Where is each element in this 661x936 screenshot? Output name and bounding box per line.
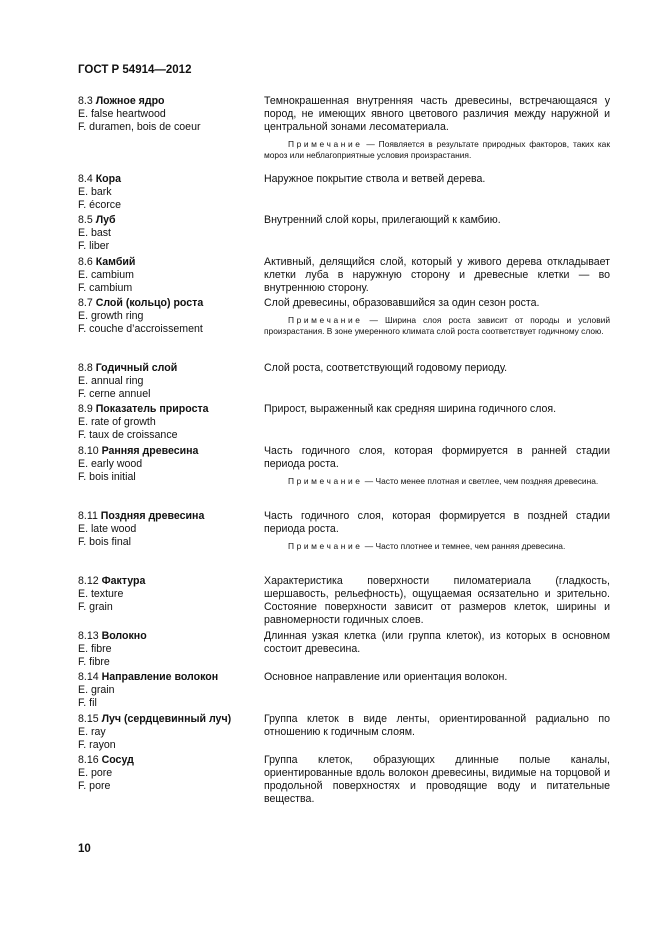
term-definition: Группа клеток в виде ленты, ориентированной радиально по отношению к годичным слоям. bbox=[264, 713, 610, 738]
term-title: Ложное ядро bbox=[95, 95, 165, 107]
term-definition-block bbox=[264, 173, 610, 186]
term-title: Показатель прироста bbox=[95, 403, 209, 415]
term-french: F. grain bbox=[78, 600, 113, 613]
term-names bbox=[78, 671, 258, 709]
term-number: 8.11 bbox=[78, 510, 98, 522]
term-number: 8.13 bbox=[78, 630, 99, 642]
term-definition-block bbox=[264, 362, 610, 375]
term-definition: Основное направление или ориентация волокон. bbox=[264, 671, 508, 683]
term-title: Луч (сердцевинный луч) bbox=[101, 713, 232, 725]
term-definition-block bbox=[264, 214, 610, 227]
term-french: F. bois initial bbox=[78, 470, 136, 483]
term-definition: Внутренний слой коры, прилегающий к камбию. bbox=[264, 214, 501, 226]
term-number: 8.4 bbox=[78, 173, 93, 185]
page-number: 10 bbox=[78, 843, 91, 855]
document-header: ГОСТ Р 54914—2012 bbox=[78, 64, 192, 76]
term-number: 8.12 bbox=[78, 575, 99, 587]
term-english: E. texture bbox=[78, 587, 124, 600]
term-number: 8.9 bbox=[78, 403, 93, 415]
term-title: Кора bbox=[95, 173, 121, 185]
term-title: Луб bbox=[95, 214, 116, 226]
term-definition-block bbox=[264, 445, 610, 487]
term-number: 8.6 bbox=[78, 256, 93, 268]
term-french: F. rayon bbox=[78, 738, 116, 751]
term-title: Камбий bbox=[95, 256, 136, 268]
term-definition: Часть годичного слоя, которая формируется в поздней стадии периода роста. bbox=[264, 510, 610, 535]
term-definition: Характеристика поверхности пиломатериала (гладкость, шершавость, рельефность), ощущаемая осязательно и зрительно. Состояние поверхности зависит от размеров клеток, ширины и равномерности годичных слоев. bbox=[264, 575, 610, 626]
term-english: E. cambium bbox=[78, 268, 134, 281]
term-names bbox=[78, 403, 258, 441]
term-english: E. ray bbox=[78, 725, 106, 738]
term-title: Направление волокон bbox=[101, 671, 219, 683]
term-definition-block bbox=[264, 630, 610, 656]
term-number: 8.3 bbox=[78, 95, 93, 107]
term-definition: Слой древесины, образовавшийся за один сезон роста. bbox=[264, 297, 540, 309]
term-french: F. bois final bbox=[78, 535, 131, 548]
term-number: 8.16 bbox=[78, 754, 99, 766]
term-note: Примечание — Появляется в результате природных факторов, таких как мороз или неблагоприятные условия произрастания. bbox=[264, 139, 610, 161]
term-title: Годичный слой bbox=[95, 362, 178, 374]
term-title: Волокно bbox=[101, 630, 147, 642]
term-title: Ранняя древесина bbox=[101, 445, 199, 457]
term-names bbox=[78, 510, 258, 548]
term-french: F. pore bbox=[78, 779, 111, 792]
term-title: Фактура bbox=[101, 575, 146, 587]
term-definition-block bbox=[264, 713, 610, 739]
term-names bbox=[78, 173, 258, 211]
term-names bbox=[78, 713, 258, 751]
term-names bbox=[78, 214, 258, 252]
term-english: E. false heartwood bbox=[78, 107, 166, 120]
term-french: F. cerne annuel bbox=[78, 387, 151, 400]
term-definition: Наружное покрытие ствола и ветвей дерева. bbox=[264, 173, 486, 185]
term-number: 8.15 bbox=[78, 713, 99, 725]
term-english: E. grain bbox=[78, 683, 115, 696]
term-definition-block bbox=[264, 754, 610, 806]
term-names bbox=[78, 256, 258, 294]
term-note: Примечание — Ширина слоя роста зависит от породы и условий произрастания. В зоне умеренного климата слой роста соответствует годичному слою. bbox=[264, 315, 610, 337]
term-french: F. taux de croissance bbox=[78, 428, 178, 441]
term-english: E. early wood bbox=[78, 457, 143, 470]
term-english: E. bast bbox=[78, 226, 111, 239]
term-definition: Длинная узкая клетка (или группа клеток), из которых в основном состоит древесина. bbox=[264, 630, 610, 655]
term-definition: Прирост, выраженный как средняя ширина годичного слоя. bbox=[264, 403, 557, 415]
term-note: Примечание — Часто менее плотная и светлее, чем поздняя древесина. bbox=[288, 476, 599, 486]
term-english: E. late wood bbox=[78, 522, 137, 535]
term-french: F. écorce bbox=[78, 198, 121, 211]
term-definition-block bbox=[264, 671, 610, 684]
term-french: F. fibre bbox=[78, 655, 110, 668]
term-number: 8.8 bbox=[78, 362, 93, 374]
term-names bbox=[78, 445, 258, 483]
term-definition-block bbox=[264, 297, 610, 338]
term-number: 8.5 bbox=[78, 214, 93, 226]
term-definition: Слой роста, соответствующий годовому периоду. bbox=[264, 362, 508, 374]
term-definition: Группа клеток, образующих длинные полые каналы, ориентированные вдоль волокон древесины, видимые на торцовой и продольной поверхностях и проводящие воду и питательные вещества. bbox=[264, 754, 610, 805]
term-number: 8.7 bbox=[78, 297, 93, 309]
term-french: F. couche d’accroissement bbox=[78, 322, 203, 335]
term-title: Поздняя древесина bbox=[100, 510, 205, 522]
term-names bbox=[78, 754, 258, 792]
term-names bbox=[78, 95, 258, 133]
term-english: E. fibre bbox=[78, 642, 112, 655]
term-definition-block bbox=[264, 403, 610, 416]
term-names bbox=[78, 630, 258, 668]
term-french: F. duramen, bois de coeur bbox=[78, 120, 201, 133]
term-english: E. bark bbox=[78, 185, 112, 198]
term-english: E. pore bbox=[78, 766, 113, 779]
term-definition-block bbox=[264, 575, 610, 627]
term-english: E. growth ring bbox=[78, 309, 144, 322]
term-definition: Часть годичного слоя, которая формируется в ранней стадии периода роста. bbox=[264, 445, 610, 470]
term-definition-block bbox=[264, 95, 610, 162]
term-french: F. liber bbox=[78, 239, 110, 252]
term-number: 8.14 bbox=[78, 671, 99, 683]
term-note: Примечание — Часто плотнее и темнее, чем ранняя древесина. bbox=[288, 541, 566, 551]
term-french: F. fil bbox=[78, 696, 97, 709]
term-number: 8.10 bbox=[78, 445, 99, 457]
term-definition-block bbox=[264, 256, 610, 295]
term-definition-block bbox=[264, 510, 610, 552]
term-title: Слой (кольцо) роста bbox=[95, 297, 204, 309]
term-english: E. annual ring bbox=[78, 374, 144, 387]
term-definition: Активный, делящийся слой, который у живого дерева откладывает клетки луба в наружную сторону и древесные клетки — во внутреннюю сторону. bbox=[264, 256, 610, 294]
term-names bbox=[78, 362, 258, 400]
term-french: F. cambium bbox=[78, 281, 133, 294]
term-english: E. rate of growth bbox=[78, 415, 156, 428]
term-names bbox=[78, 575, 258, 613]
term-definition: Темнокрашенная внутренняя часть древесины, встречающаяся у пород, не имеющих явного цветового различия между наружной и центральной зонами лесоматериала. bbox=[264, 95, 610, 133]
term-names bbox=[78, 297, 258, 335]
term-title: Сосуд bbox=[101, 754, 134, 766]
